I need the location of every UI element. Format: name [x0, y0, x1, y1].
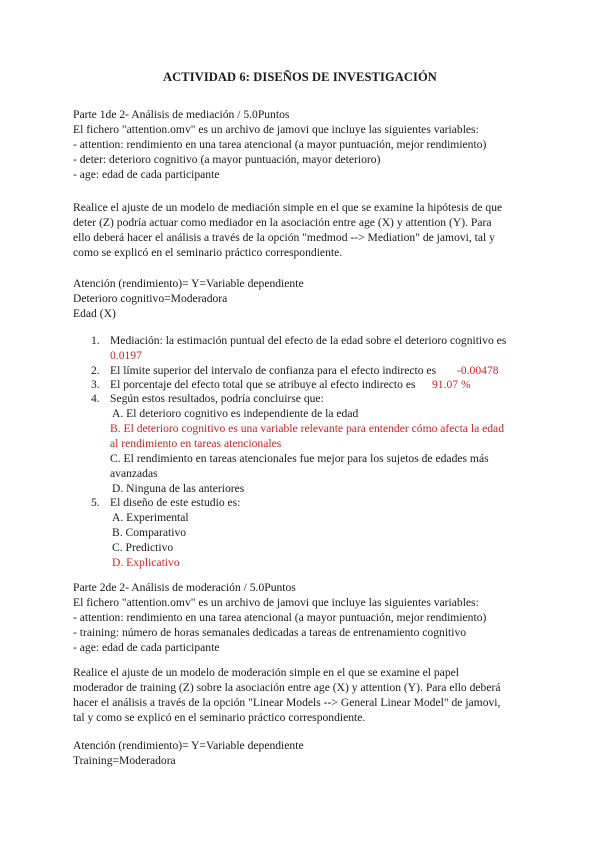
part2-note-line: Training=Moderadora	[73, 754, 176, 767]
part2-instructions	[73, 665, 533, 725]
part2-header	[73, 580, 533, 655]
q1-text: Mediación: la estimación puntual del efecto de la edad sobre el deterioro cognitivo es	[110, 334, 507, 347]
part1-instructions	[73, 200, 533, 260]
part1-instr-line: deter (Z) podría actuar como mediador en la asociación entre age (X) y attention (Y). Para	[73, 216, 492, 229]
q5-text: El diseño de este estudio es:	[110, 496, 241, 509]
part1-header	[73, 107, 533, 182]
q4-option-b: B. El deterioro cognitivo es una variable relevante para entender cómo afecta la edad	[110, 422, 505, 435]
part2-instr-line: Realice el ajuste de un modelo de moderación simple en el que se examine el papel	[73, 666, 459, 679]
q5-option-d: D. Explicativo	[112, 556, 180, 569]
part1-instr-line: como se explicó en el seminario práctico correspondiente.	[73, 246, 343, 259]
part1-var-attention: - attention: rendimiento en una tarea atencional (a mayor puntuación, mejor rendimiento)	[73, 138, 487, 151]
q4-option-c: C. El rendimiento en tareas atencionales fue mejor para los sujetos de edades más	[110, 452, 489, 465]
part2-var-training: - training: número de horas semanales dedicadas a tareas de entrenamiento cognitivo	[73, 626, 467, 639]
q2-answer: -0.00478	[457, 364, 499, 377]
q3-answer: 91.07 %	[432, 378, 471, 391]
q1-answer: 0.0197	[110, 349, 142, 362]
q4-option-a: A. El deterioro cognitivo es independiente de la edad	[112, 407, 359, 420]
q2-number: 2.	[91, 364, 100, 377]
part1-instr-line: ello deberá hacer el análisis a través de la opción "medmod --> Mediation" de jamovi, tal y	[73, 231, 495, 244]
part1-note-line: Atención (rendimiento)= Y=Variable dependiente	[73, 277, 304, 290]
q2-text: El límite superior del intervalo de confianza para el efecto indirecto es	[110, 364, 437, 377]
part1-intro: El fichero "attention.omv" es un archivo de jamovi que incluye las siguientes variables:	[73, 123, 479, 136]
part2-intro: El fichero "attention.omv" es un archivo de jamovi que incluye las siguientes variables:	[73, 596, 479, 609]
part2-note-line: Atención (rendimiento)= Y=Variable dependiente	[73, 739, 304, 752]
q5-option-a: A. Experimental	[112, 511, 189, 524]
q1-number: 1.	[91, 334, 100, 347]
part1-instr-line: Realice el ajuste de un modelo de mediación simple en el que se examine la hipótesis de que	[73, 201, 503, 214]
q4-text: Según estos resultados, podría concluirse que:	[110, 392, 324, 405]
q5-number: 5.	[91, 496, 100, 509]
part2-instr-line: tal y como se explicó en el seminario práctico correspondiente.	[73, 711, 366, 724]
part1-heading: Parte 1de 2- Análisis de mediación / 5.0Puntos	[73, 108, 290, 121]
part2-var-age: - age: edad de cada participante	[73, 641, 220, 654]
part2-instr-line: hacer el análisis a través de la opción "Linear Models --> General Linear Model" de jamovi,	[73, 696, 501, 709]
part1-notes	[73, 276, 533, 321]
part1-note-line: Deterioro cognitivo=Moderadora	[73, 292, 228, 305]
q5-option-b: B. Comparativo	[112, 526, 187, 539]
page-title: ACTIVIDAD 6: DISEÑOS DE INVESTIGACIÓN	[163, 70, 437, 84]
part2-notes	[73, 738, 533, 768]
part1-note-line: Edad (X)	[73, 307, 116, 320]
q5-option-c: C. Predictivo	[112, 541, 174, 554]
part1-var-age: - age: edad de cada participante	[73, 168, 220, 181]
q4-option-c-cont: avanzadas	[110, 467, 158, 480]
q3-number: 3.	[91, 378, 100, 391]
part2-instr-line: moderador de training (Z) sobre la asociación entre age (X) y attention (Y). Para ello deberá	[73, 681, 501, 694]
q4-number: 4.	[91, 392, 100, 405]
q4-option-b-cont: al rendimiento en tareas atencionales	[110, 437, 282, 450]
part1-var-deter: - deter: deterioro cognitivo (a mayor puntuación, mayor deterioro)	[73, 153, 381, 166]
part2-heading: Parte 2de 2- Análisis de moderación / 5.0Puntos	[73, 581, 296, 594]
q3-text: El porcentaje del efecto total que se atribuye al efecto indirecto es	[110, 378, 416, 391]
q4-option-d: D. Ninguna de las anteriores	[112, 482, 245, 495]
part2-var-attention: - attention: rendimiento en una tarea atencional (a mayor puntuación, mejor rendimiento)	[73, 611, 487, 624]
